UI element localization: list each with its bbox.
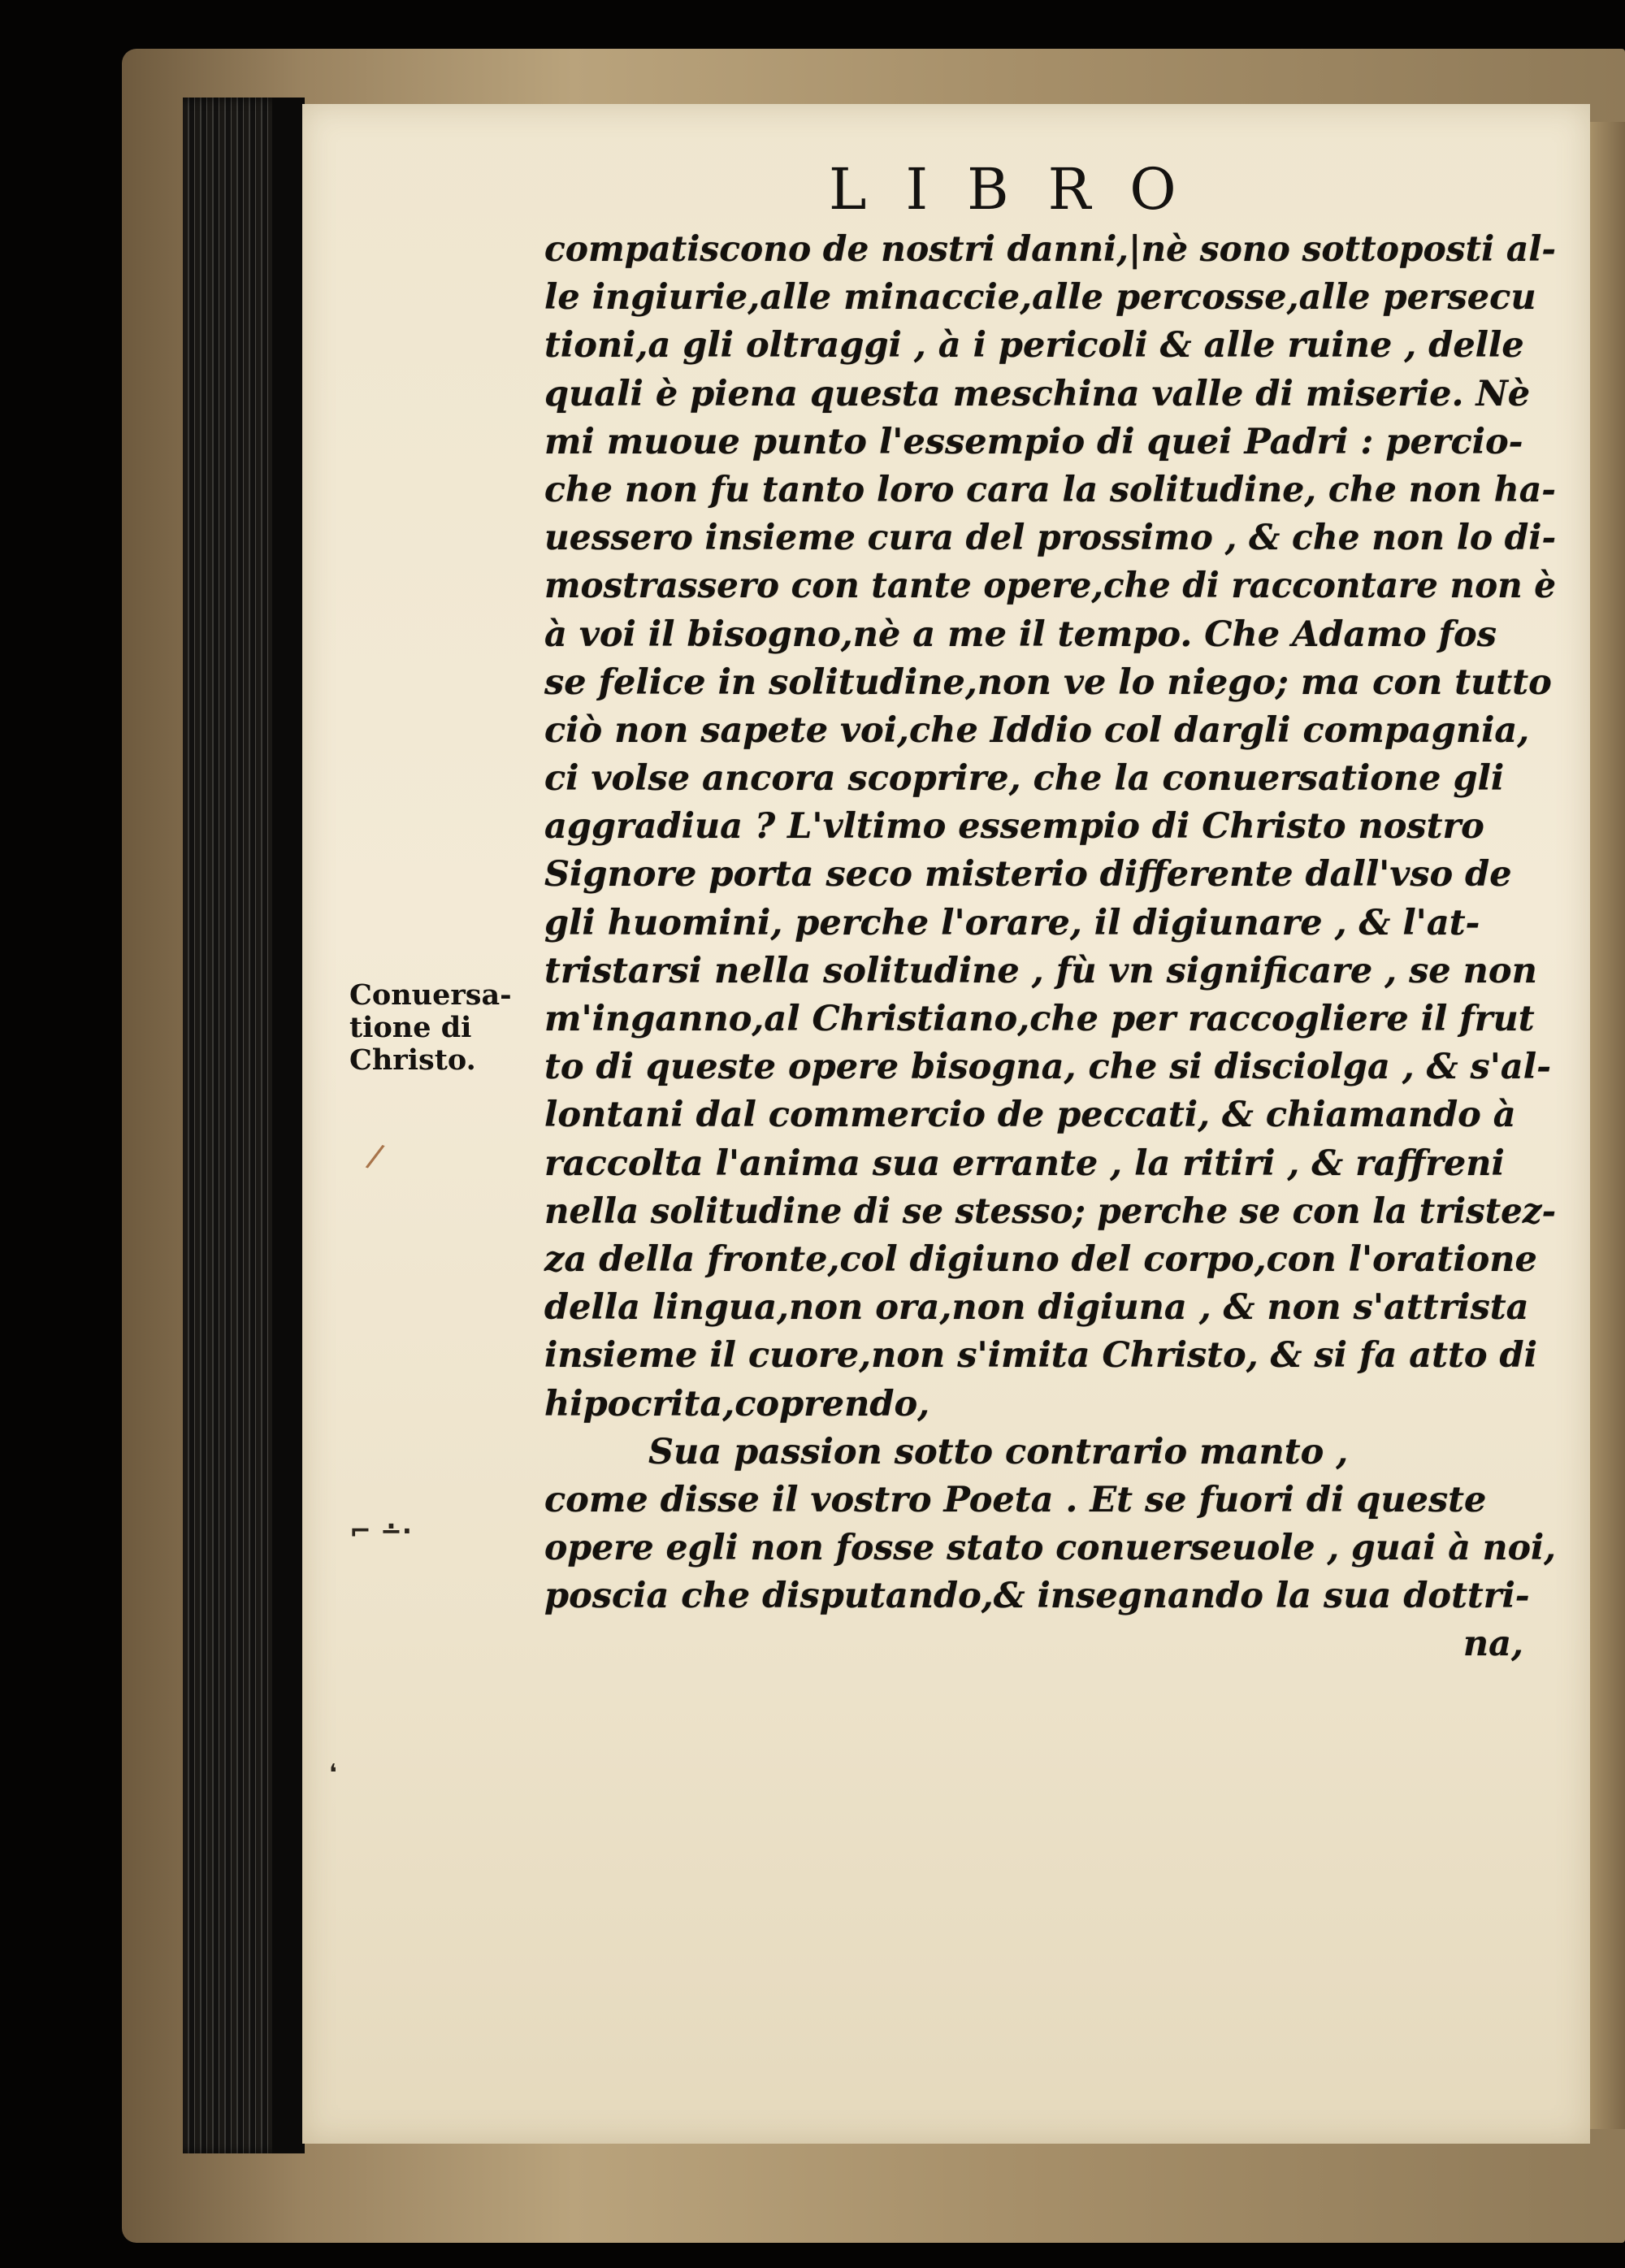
text-line: Signore porta seco misterio differente dall'vso de bbox=[544, 854, 1512, 895]
text-line: ciò non sapete voi,che Iddio col dargli compagnia, bbox=[544, 709, 1530, 751]
text-line: come disse il vostro Poeta . Et se fuori di queste bbox=[544, 1479, 1487, 1520]
main-text-block bbox=[544, 226, 1556, 1669]
text-line: mostrassero con tante opere,che di raccontare non è bbox=[544, 566, 1556, 607]
binding-right-edge bbox=[1588, 122, 1625, 2129]
ink-stroke-mark: / bbox=[363, 1137, 387, 1176]
ink-flourish-mark: ⌐ ∸⋅ bbox=[349, 1516, 412, 1546]
text-line: quali è piena questa meschina valle di miserie. Nè bbox=[544, 373, 1531, 414]
text-line: gli huomini, perche l'orare, il digiunare , & l'at- bbox=[544, 902, 1480, 943]
page-edges bbox=[183, 98, 305, 2153]
ink-dot-mark: ❛ bbox=[329, 1759, 337, 1788]
text-line: to di queste opere bisogna, che si disciolga , & s'al- bbox=[544, 1047, 1551, 1088]
catchword: na, bbox=[1462, 1624, 1523, 1665]
text-line: poscia che disputando,& insegnando la sua dottri- bbox=[544, 1576, 1530, 1617]
text-line: za della fronte,col digiuno del corpo,con l'oratione bbox=[544, 1238, 1537, 1280]
text-line: nella solitudine di se stesso; perche se con la tristez- bbox=[544, 1190, 1556, 1232]
text-line: compatiscono de nostri danni,|nè sono sottoposti al- bbox=[544, 229, 1556, 270]
text-line: aggradiua ? L'vltimo essempio di Christo nostro bbox=[544, 806, 1484, 848]
text-line: tristarsi nella solitudine , fù vn significare , se non bbox=[544, 950, 1537, 991]
text-line: se felice in solitudine,non ve lo niego; ma con tutto bbox=[544, 661, 1552, 703]
text-line: opere egli non fosse stato conuerseuole , guai à noi, bbox=[544, 1528, 1556, 1569]
marginal-note-line: tione di bbox=[349, 1011, 472, 1044]
text-line: à voi il bisogno,nè a me il tempo. Che Adamo fos bbox=[544, 614, 1497, 655]
text-line: uessero insieme cura del prossimo , & che non lo di- bbox=[544, 518, 1557, 559]
text-line: insieme il cuore,non s'imita Christo, & si fa atto di bbox=[544, 1335, 1537, 1377]
text-line: tioni,a gli oltraggi , à i pericoli & alle ruine , delle bbox=[544, 325, 1524, 366]
marginal-note bbox=[349, 979, 536, 1077]
marginal-note-line: Christo. bbox=[349, 1043, 476, 1077]
text-line: mi muoue punto l'essempio di quei Padri : percio- bbox=[544, 421, 1523, 462]
text-line: m'inganno,al Christiano,che per raccogliere il frut bbox=[544, 999, 1535, 1039]
verse-quotation-line: Sua passion sotto contrario manto , bbox=[648, 1431, 1349, 1472]
running-head: LIBRO bbox=[829, 156, 1216, 223]
marginal-note-line: Conuersa- bbox=[349, 978, 512, 1012]
text-line: che non fu tanto loro cara la solitudine, che non ha- bbox=[544, 469, 1556, 510]
text-line: le ingiurie,alle minaccie,alle percosse,alle persecu bbox=[544, 277, 1536, 319]
text-line: della lingua,non ora,non digiuna , & non s'attrista bbox=[544, 1287, 1529, 1329]
text-line: raccolta l'anima sua errante , la ritiri , & raffreni bbox=[544, 1143, 1505, 1184]
text-line: ci volse ancora scoprire, che la conuersatione gli bbox=[544, 758, 1505, 800]
text-line: hipocrita,coprendo, bbox=[544, 1383, 930, 1425]
text-line: lontani dal commercio de peccati, & chiamando à bbox=[544, 1095, 1516, 1136]
